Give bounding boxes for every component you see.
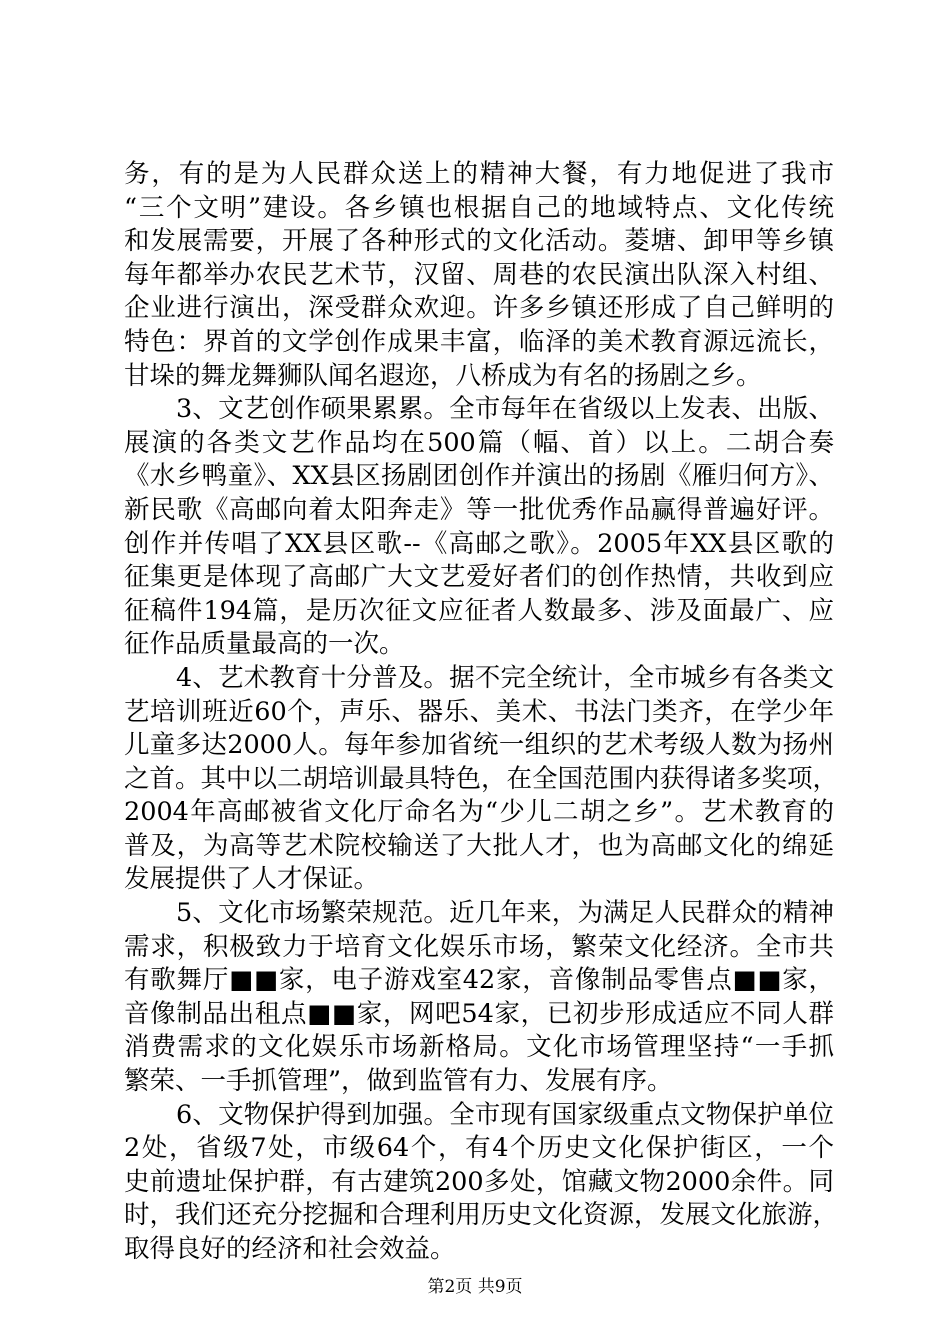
text-line: 特色：界首的文学创作成果丰富，临泽的美术教育源远流长， xyxy=(124,326,834,357)
text-line: 3、文艺创作硕果累累。全市每年在省级以上发表、出版、 xyxy=(176,394,834,425)
text-line: 展演的各类文艺作品均在500篇（幅、首）以上。二胡合奏 xyxy=(124,427,834,458)
text-line: 务，有的是为人民群众送上的精神大餐，有力地促进了我市 xyxy=(124,159,834,189)
text-line: 艺培训班近60个，声乐、器乐、美术、书法门类齐，在学少年 xyxy=(124,696,834,727)
text-line: 需求，积极致力于培育文化娱乐市场，繁荣文化经济。全市共 xyxy=(124,931,834,962)
paragraph xyxy=(124,1099,839,1267)
text-line: 4、艺术教育十分普及。据不完全统计，全市城乡有各类文 xyxy=(176,662,834,693)
text-line: 6、文物保护得到加强。全市现有国家级重点文物保护单位 xyxy=(176,1099,834,1130)
text-line: 儿童多达2000人。每年参加省统一组织的艺术考级人数为扬州 xyxy=(124,730,834,761)
page-footer: 第2页 共9页 xyxy=(427,1277,523,1297)
text-line: 消费需求的文化娱乐市场新格局。文化市场管理坚持“一手抓 xyxy=(124,1032,834,1063)
text-line: “三个文明”建设。各乡镇也根据自己的地域特点、文化传统 xyxy=(124,192,834,223)
text-line: 史前遗址保护群，有古建筑200多处，馆藏文物2000余件。同 xyxy=(124,1166,834,1197)
text-line: 征集更是体现了高邮广大文艺爱好者们的创作热情，共收到应 xyxy=(124,562,834,593)
text-line: 每年都举办农民艺术节，汉留、周巷的农民演出队深入村组、 xyxy=(124,259,834,290)
text-line: 繁荣、一手抓管理”，做到监管有力、发展有序。 xyxy=(124,1066,673,1097)
text-line: 时，我们还充分挖掘和合理利用历史文化资源，发展文化旅游， xyxy=(124,1200,839,1231)
text-line: 2004年高邮被省文化厅命名为“少儿二胡之乡”。艺术教育的 xyxy=(124,797,834,828)
text-line: 《水乡鸭童》、XX县区扬剧团创作并演出的扬剧《雁归何方》、 xyxy=(124,461,834,492)
text-line: 征作品质量最高的一次。 xyxy=(124,629,405,660)
text-line: 新民歌《高邮向着太阳奔走》等一批优秀作品赢得普遍好评。 xyxy=(124,494,834,525)
text-line: 发展提供了人才保证。 xyxy=(124,864,380,895)
document-body xyxy=(124,158,839,1267)
text-line: 甘垛的舞龙舞狮队闻名遐迩，八桥成为有名的扬剧之乡。 xyxy=(124,360,762,391)
text-line: 2处，省级7处，市级64个，有4个历史文化保护街区，一个 xyxy=(124,1133,834,1164)
text-line: 和发展需要，开展了各种形式的文化活动。菱塘、卸甲等乡镇 xyxy=(124,226,834,257)
paragraph xyxy=(124,158,834,393)
paragraph xyxy=(124,662,839,897)
text-line: 企业进行演出，深受群众欢迎。许多乡镇还形成了自己鲜明的 xyxy=(124,293,834,324)
text-line: 音像制品出租点■■家，网吧54家，已初步形成适应不同人群 xyxy=(124,998,834,1029)
text-line: 征稿件194篇，是历次征文应征者人数最多、涉及面最广、应 xyxy=(124,595,834,626)
paragraph xyxy=(124,393,834,662)
text-line: 有歌舞厅■■家，电子游戏室42家，音像制品零售点■■家， xyxy=(124,965,834,996)
text-line: 普及，为高等艺术院校输送了大批人才，也为高邮文化的绵延 xyxy=(124,830,834,861)
text-line: 之首。其中以二胡培训最具特色，在全国范围内获得诸多奖项， xyxy=(124,763,839,794)
text-line: 创作并传唱了XX县区歌--《高邮之歌》。2005年XX县区歌的 xyxy=(124,528,834,559)
text-line: 5、文化市场繁荣规范。近几年来，为满足人民群众的精神 xyxy=(176,898,834,929)
paragraph xyxy=(124,897,834,1099)
text-line: 取得良好的经济和社会效益。 xyxy=(124,1234,456,1264)
